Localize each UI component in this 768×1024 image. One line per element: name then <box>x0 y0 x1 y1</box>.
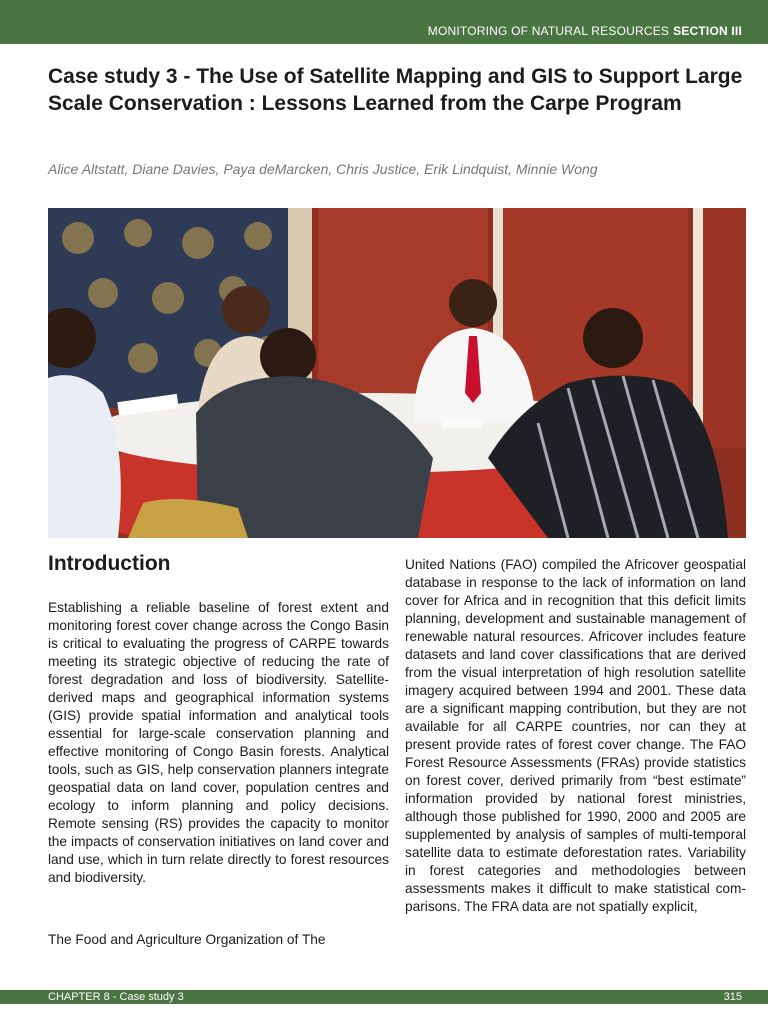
footer-chapter-label: CHAPTER 8 - Case study 3 <box>48 991 184 1003</box>
running-title: MONITORING OF NATURAL RESOURCES <box>427 24 670 38</box>
papers <box>443 418 483 428</box>
meeting-photo <box>48 208 746 538</box>
page-footer-bar <box>0 990 768 1004</box>
running-header <box>428 24 742 38</box>
section-label: SECTION III <box>673 24 742 38</box>
red-wall-panel <box>703 208 746 448</box>
introduction-paragraph-2-continued: United Nations (FAO) compiled the Africover geospatial database in response to the lack of information on land cover for Africa and in recognition that this deficit limits planning, development and sustainable management of renewable natural resources. Africover includes feature datasets and land cover classifications that are derived from the visual interpretation of high resolution satellite imagery acquired between 1994 and 2001. These data are a significant mapping contribution, but they are not available for all CARPE countries, nor can they at present provide rates of forest cover change. The FAO Forest Resource Assessments (FRAs) provide statistics on forest cover, derived primarily from “best estimate” information provided by national forest ministries, although those published for 1990, 2000 and 2005 are supplemented by analysis of samples of multi-temporal satellite data to estimate deforestation rates. Variability in forest categories and methodologies between assessments makes it difficult to make statistical comparisons. The FRA data are not spatially explicit, <box>405 557 746 914</box>
page-header-bar <box>0 0 768 44</box>
person-striped-head <box>583 308 643 368</box>
person-suit-head <box>260 328 316 384</box>
person-standing-head <box>449 279 497 327</box>
meeting-photo-illustration <box>48 208 746 538</box>
introduction-paragraph-2-start: The Food and Agriculture Organization of The <box>48 932 326 947</box>
article-title: Case study 3 - The Use of Satellite Mapping and GIS to Support Large Scale Conservation : Lessons Learned from the Carpe Program <box>48 65 743 115</box>
person-woman-head <box>222 286 270 334</box>
introduction-heading: Introduction <box>48 552 171 575</box>
introduction-paragraph-1: Establishing a reliable baseline of forest extent and monitoring forest cover change across the Congo Basin is critical to evaluating the progress of CARPE towards meeting its strategic objective of reducing the rate of forest degradation and loss of biodiversity. Satellite-derived maps and geographical information systems (GIS) provide spatial information and analytical tools essential for large-scale conservation planning and effective monitoring of Congo Basin forests. Analytical tools, such as GIS, help conservation planners integrate geospatial data on land cover, population centres and ecology to inform planning and policy decisions. Remote sensing (RS) provides the capacity to monitor the impacts of conservation initiatives on land cover and land use, which in turn relate directly to forest resources and biodiversity. <box>48 600 389 885</box>
footer-page-number: 315 <box>723 991 742 1003</box>
article-authors: Alice Altstatt, Diane Davies, Paya deMarcken, Chris Justice, Erik Lindquist, Minnie Wong <box>48 161 598 177</box>
